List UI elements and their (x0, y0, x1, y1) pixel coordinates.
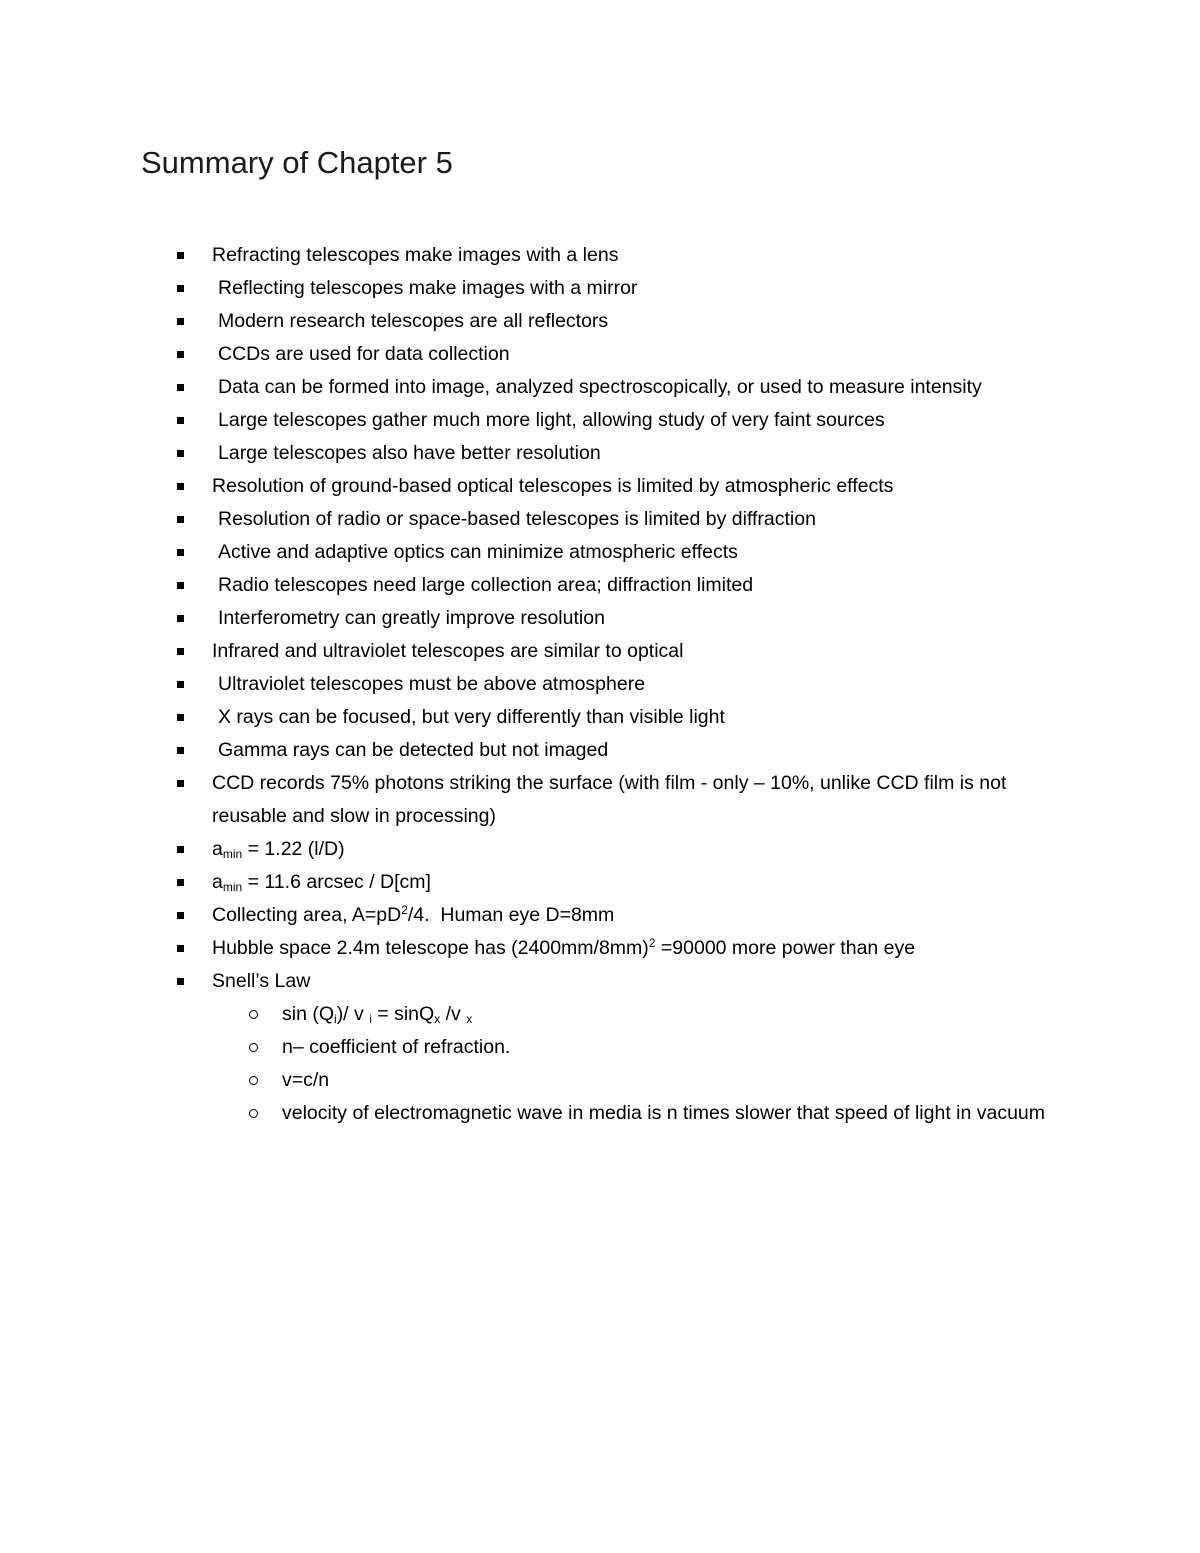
square-bullet-icon (177, 978, 184, 985)
list-item-formula-amin-2: $a_{min} = 11.6$ arcsec / D[cm] (0, 866, 1200, 899)
list-item: Large telescopes also have better resolution (0, 437, 1200, 470)
list-item: Refracting telescopes make images with a lens (0, 239, 1200, 272)
page-title: Summary of Chapter 5 (141, 145, 453, 180)
list-item: X rays can be focused, but very differently than visible light (0, 701, 1200, 734)
square-bullet-icon (177, 252, 184, 259)
square-bullet-icon (177, 285, 184, 292)
square-bullet-icon (177, 483, 184, 490)
list-item-snell: Snell’s Law $\sin (Q_i)/$ v $_i$ = sinQ$_x$ /v $_x$ n– coefficient of refraction. v=c/n velocity of electromagnetic wave in media is n times slower that speed of light in vacuum (0, 965, 1200, 1130)
circle-bullet-icon (249, 1043, 258, 1052)
list-item: Resolution of radio or space-based telescopes is limited by diffraction (0, 503, 1200, 536)
list-item: Data can be formed into image, analyzed spectroscopically, or used to measure intensity (0, 371, 1200, 404)
square-bullet-icon (177, 549, 184, 556)
square-bullet-icon (177, 912, 184, 919)
square-bullet-icon (177, 582, 184, 589)
sublist-item: n– coefficient of refraction. (212, 1031, 1070, 1064)
circle-bullet-icon (249, 1076, 258, 1085)
list-item: Radio telescopes need large collection area; diffraction limited (0, 569, 1200, 602)
square-bullet-icon (177, 846, 184, 853)
list-item: CCD records 75% photons striking the surface (with film - only – 10%, unlike CCD film is not reusable and slow in processing) (0, 767, 1200, 833)
list-item: Active and adaptive optics can minimize atmospheric effects (0, 536, 1200, 569)
list-item-hubble: Hubble space 2.4m telescope has $(2400mm/8mm)^2 =90000$ more power than eye (0, 932, 1200, 965)
list-item: Gamma rays can be detected but not imaged (0, 734, 1200, 767)
square-bullet-icon (177, 780, 184, 787)
circle-bullet-icon (249, 1010, 258, 1019)
list-item-collecting-area: Collecting area, $A=pD^2/4$. Human eye D=8mm (0, 899, 1200, 932)
list-item: Infrared and ultraviolet telescopes are similar to optical (0, 635, 1200, 668)
sublist-item-formula: $\sin (Q_i)/$ v $_i$ = sinQ$_x$ /v $_x$ (212, 998, 1070, 1031)
list-item: Resolution of ground-based optical telescopes is limited by atmospheric effects (0, 470, 1200, 503)
square-bullet-icon (177, 516, 184, 523)
square-bullet-icon (177, 648, 184, 655)
square-bullet-icon (177, 318, 184, 325)
sublist-item: v=c/n (212, 1064, 1070, 1097)
summary-list (0, 239, 1200, 1130)
square-bullet-icon (177, 384, 184, 391)
snell-sublist (212, 998, 1070, 1130)
list-item-formula-amin-1: $a_{min} = 1.22$ (l/D) (0, 833, 1200, 866)
sublist-item: velocity of electromagnetic wave in media is n times slower that speed of light in vacuum (212, 1097, 1070, 1130)
list-item: Interferometry can greatly improve resolution (0, 602, 1200, 635)
square-bullet-icon (177, 615, 184, 622)
square-bullet-icon (177, 450, 184, 457)
circle-bullet-icon (249, 1109, 258, 1118)
list-item: Large telescopes gather much more light, allowing study of very faint sources (0, 404, 1200, 437)
square-bullet-icon (177, 417, 184, 424)
square-bullet-icon (177, 747, 184, 754)
list-item: Ultraviolet telescopes must be above atmosphere (0, 668, 1200, 701)
square-bullet-icon (177, 714, 184, 721)
list-item: CCDs are used for data collection (0, 338, 1200, 371)
list-item: Modern research telescopes are all reflectors (0, 305, 1200, 338)
square-bullet-icon (177, 351, 184, 358)
square-bullet-icon (177, 681, 184, 688)
square-bullet-icon (177, 945, 184, 952)
square-bullet-icon (177, 879, 184, 886)
list-item: Reflecting telescopes make images with a mirror (0, 272, 1200, 305)
